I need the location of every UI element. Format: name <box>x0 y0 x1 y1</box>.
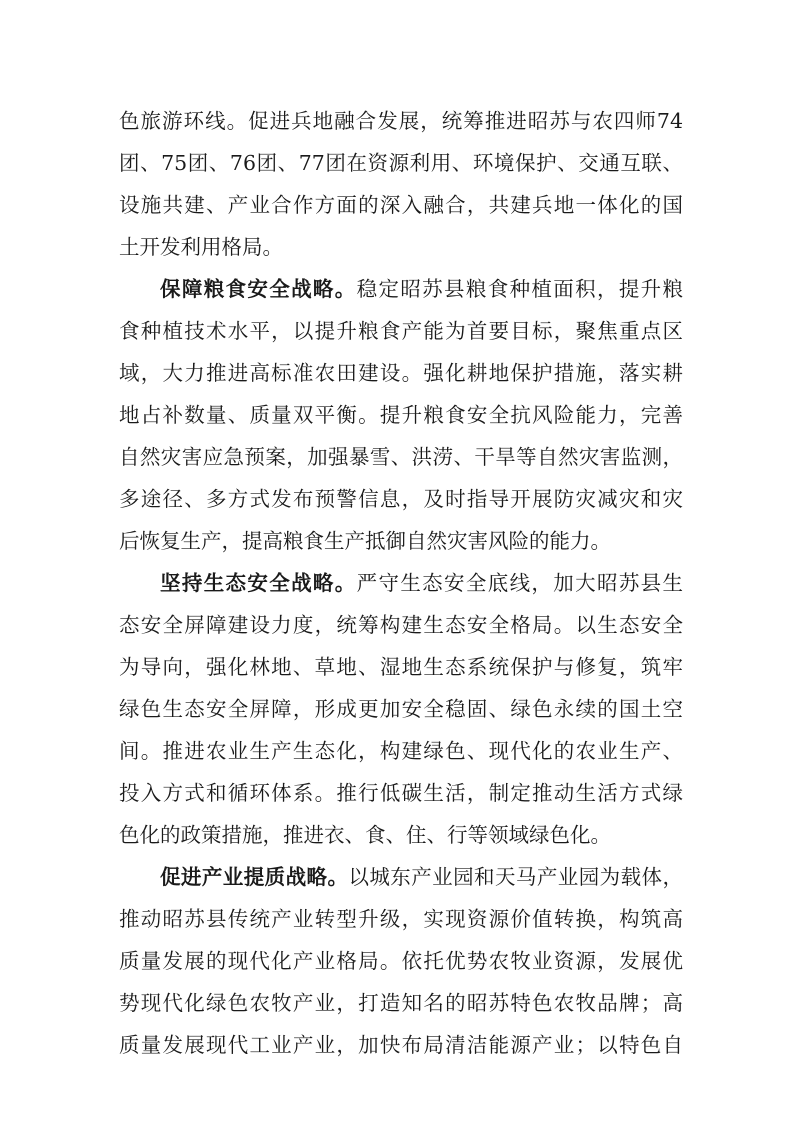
paragraph-line: 自然灾害应急预案，加强暴雪、洪涝、干旱等自然灾害监测， <box>119 445 683 469</box>
paragraph-line: 间。推进农业生产生态化，构建绿色、现代化的农业生产、 <box>119 739 683 763</box>
paragraph-line: 绿色生态安全屏障，形成更加安全稳固、绿色永续的国土空 <box>119 697 683 721</box>
paragraph-line: 后恢复生产，提高粮食生产抵御自然灾害风险的能力。 <box>119 529 611 553</box>
paragraph-line: 设施共建、产业合作方面的深入融合，共建兵地一体化的国 <box>119 193 683 217</box>
paragraph-line: 土开发利用格局。 <box>119 235 283 259</box>
paragraph-line: 域，大力推进高标准农田建设。强化耕地保护措施，落实耕 <box>119 361 683 385</box>
section-heading: 坚持生态安全战略。 <box>160 571 357 595</box>
section-heading: 保障粮食安全战略。 <box>160 277 357 301</box>
paragraph-line: 推动昭苏县传统产业转型升级，实现资源价值转换，构筑高 <box>119 907 683 931</box>
paragraph-text: 以城东产业园和天马产业园为载体， <box>348 865 683 889</box>
paragraph-text: 稳定昭苏县粮食种植面积，提升粮 <box>356 277 684 301</box>
paragraph-line: 态安全屏障建设力度，统筹构建生态安全格局。以生态安全 <box>119 613 683 637</box>
paragraph-line: 食种植技术水平，以提升粮食产能为首要目标，聚焦重点区 <box>119 319 683 343</box>
paragraph-first-line <box>160 568 683 598</box>
paragraph-line: 势现代化绿色农牧产业，打造知名的昭苏特色农牧品牌；高 <box>119 991 683 1015</box>
paragraph-line: 色旅游环线。促进兵地融合发展，统筹推进昭苏与农四师74 <box>119 109 683 133</box>
paragraph-line: 质量发展的现代化产业格局。依托优势农牧业资源，发展优 <box>119 949 683 973</box>
paragraph-line: 地占补数量、质量双平衡。提升粮食安全抗风险能力，完善 <box>119 403 683 427</box>
paragraph-first-line <box>160 862 683 892</box>
paragraph-line: 质量发展现代工业产业，加快布局清洁能源产业；以特色自 <box>119 1033 683 1057</box>
paragraph-text: 严守生态安全底线，加大昭苏县生 <box>356 571 684 595</box>
paragraph-line: 团、75团、76团、77团在资源利用、环境保护、交通互联、 <box>119 151 683 175</box>
section-heading: 促进产业提质战略。 <box>160 865 349 889</box>
paragraph-line: 色化的政策措施，推进衣、食、住、行等领域绿色化。 <box>119 823 611 847</box>
paragraph-line: 为导向，强化林地、草地、湿地生态系统保护与修复，筑牢 <box>119 655 683 679</box>
paragraph-line: 投入方式和循环体系。推行低碳生活，制定推动生活方式绿 <box>119 781 683 805</box>
paragraph-first-line <box>160 274 683 304</box>
paragraph-line: 多途径、多方式发布预警信息，及时指导开展防灾减灾和灾 <box>119 487 683 511</box>
